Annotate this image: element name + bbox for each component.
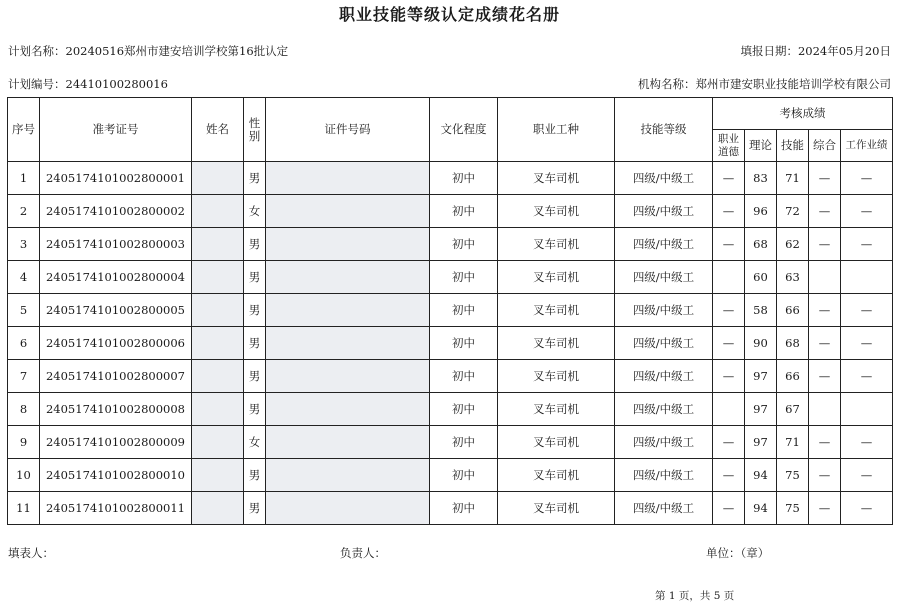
redaction-blur: [192, 294, 243, 326]
cell-occupation: 叉车司机: [498, 228, 615, 261]
cell-skill-level: 四级/中级工: [615, 327, 713, 360]
cell-occupation: 叉车司机: [498, 360, 615, 393]
cell-gender: 男: [244, 459, 266, 492]
org-name: 机构名称：郑州市建安职业技能培训学校有限公司: [638, 77, 891, 91]
redaction-blur: [266, 393, 429, 425]
cell-skill: 62: [777, 228, 809, 261]
cell-theory: 96: [745, 195, 777, 228]
cell-name-redacted: [192, 294, 244, 327]
cell-id-redacted: [266, 261, 430, 294]
cell-exam-no: 2405174101002800006: [40, 327, 192, 360]
cell-name-redacted: [192, 459, 244, 492]
page-indicator: 第 1 页，共 5 页: [655, 590, 735, 602]
cell-seq: 5: [8, 294, 40, 327]
cell-name-redacted: [192, 327, 244, 360]
cell-work-result: —: [841, 426, 893, 459]
page-title: 职业技能等级认定成绩花名册: [338, 5, 560, 24]
cell-theory: 58: [745, 294, 777, 327]
table-body: [8, 162, 893, 525]
cell-ethics: —: [713, 360, 745, 393]
cell-overall: —: [809, 459, 841, 492]
cell-theory: 97: [745, 360, 777, 393]
cell-education: 初中: [430, 261, 498, 294]
redaction-blur: [192, 426, 243, 458]
cell-theory: 68: [745, 228, 777, 261]
cell-overall: —: [809, 228, 841, 261]
cell-gender: 男: [244, 228, 266, 261]
cell-id-redacted: [266, 426, 430, 459]
cell-name-redacted: [192, 393, 244, 426]
cell-id-redacted: [266, 327, 430, 360]
cell-id-redacted: [266, 228, 430, 261]
redaction-blur: [266, 459, 429, 491]
cell-exam-no: 2405174101002800008: [40, 393, 192, 426]
cell-name-redacted: [192, 426, 244, 459]
cell-exam-no: 2405174101002800002: [40, 195, 192, 228]
cell-overall: [809, 261, 841, 294]
redaction-blur: [192, 327, 243, 359]
cell-exam-no: 2405174101002800011: [40, 492, 192, 525]
redaction-blur: [192, 459, 243, 491]
cell-skill: 75: [777, 492, 809, 525]
cell-gender: 男: [244, 162, 266, 195]
cell-exam-no: 2405174101002800009: [40, 426, 192, 459]
cell-gender: 女: [244, 195, 266, 228]
cell-seq: 6: [8, 327, 40, 360]
cell-exam-no: 2405174101002800003: [40, 228, 192, 261]
cell-skill: 63: [777, 261, 809, 294]
cell-work-result: —: [841, 360, 893, 393]
cell-overall: [809, 393, 841, 426]
cell-ethics: —: [713, 327, 745, 360]
cell-gender: 男: [244, 327, 266, 360]
cell-skill-level: 四级/中级工: [615, 162, 713, 195]
table-row: [8, 294, 893, 327]
cell-ethics: —: [713, 195, 745, 228]
table-row: [8, 162, 893, 195]
redaction-blur: [192, 492, 243, 524]
cell-work-result: —: [841, 492, 893, 525]
col-work-result: 工作业绩: [841, 130, 893, 162]
cell-work-result: [841, 261, 893, 294]
cell-overall: —: [809, 162, 841, 195]
cell-name-redacted: [192, 162, 244, 195]
cell-skill-level: 四级/中级工: [615, 492, 713, 525]
redaction-blur: [192, 360, 243, 392]
cell-theory: 94: [745, 459, 777, 492]
cell-education: 初中: [430, 195, 498, 228]
cell-theory: 90: [745, 327, 777, 360]
filler-label: 填表人：: [8, 546, 54, 560]
cell-work-result: [841, 393, 893, 426]
cell-theory: 97: [745, 426, 777, 459]
redaction-blur: [266, 426, 429, 458]
cell-skill-level: 四级/中级工: [615, 393, 713, 426]
cell-exam-no: 2405174101002800005: [40, 294, 192, 327]
redaction-blur: [266, 228, 429, 260]
redaction-blur: [192, 162, 243, 194]
table-row: [8, 327, 893, 360]
cell-education: 初中: [430, 294, 498, 327]
redaction-blur: [266, 294, 429, 326]
cell-skill: 68: [777, 327, 809, 360]
table-row: [8, 228, 893, 261]
col-overall: 综合: [809, 130, 841, 162]
cell-work-result: —: [841, 162, 893, 195]
cell-id-redacted: [266, 492, 430, 525]
plan-name: 计划名称：20240516郑州市建安培训学校第16批认定: [8, 44, 289, 58]
cell-education: 初中: [430, 393, 498, 426]
cell-id-redacted: [266, 459, 430, 492]
cell-seq: 9: [8, 426, 40, 459]
responsible-label: 负责人：: [340, 546, 386, 560]
cell-education: 初中: [430, 228, 498, 261]
cell-seq: 11: [8, 492, 40, 525]
col-exam-no: 准考证号: [40, 98, 192, 162]
cell-ethics: —: [713, 492, 745, 525]
cell-skill-level: 四级/中级工: [615, 360, 713, 393]
col-seq: 序号: [8, 98, 40, 162]
cell-overall: —: [809, 492, 841, 525]
cell-ethics: —: [713, 294, 745, 327]
cell-skill-level: 四级/中级工: [615, 228, 713, 261]
cell-overall: —: [809, 195, 841, 228]
cell-theory: 97: [745, 393, 777, 426]
col-ethics: 职业道德: [713, 130, 745, 162]
cell-skill: 66: [777, 294, 809, 327]
cell-work-result: —: [841, 228, 893, 261]
table-row: [8, 492, 893, 525]
cell-skill-level: 四级/中级工: [615, 261, 713, 294]
cell-occupation: 叉车司机: [498, 162, 615, 195]
cell-education: 初中: [430, 426, 498, 459]
redaction-blur: [192, 393, 243, 425]
cell-exam-no: 2405174101002800004: [40, 261, 192, 294]
cell-name-redacted: [192, 360, 244, 393]
table-row: [8, 459, 893, 492]
cell-overall: —: [809, 360, 841, 393]
cell-education: 初中: [430, 360, 498, 393]
cell-gender: 男: [244, 294, 266, 327]
cell-name-redacted: [192, 195, 244, 228]
table-row: [8, 195, 893, 228]
cell-occupation: 叉车司机: [498, 459, 615, 492]
cell-seq: 10: [8, 459, 40, 492]
table-row: [8, 393, 893, 426]
cell-overall: —: [809, 426, 841, 459]
redaction-blur: [266, 360, 429, 392]
col-name: 姓名: [192, 98, 244, 162]
cell-education: 初中: [430, 327, 498, 360]
cell-id-redacted: [266, 393, 430, 426]
cell-overall: —: [809, 327, 841, 360]
redaction-blur: [192, 195, 243, 227]
table-row: [8, 261, 893, 294]
col-skill-level: 技能等级: [615, 98, 713, 162]
cell-skill-level: 四级/中级工: [615, 195, 713, 228]
cell-skill: 71: [777, 162, 809, 195]
cell-work-result: —: [841, 327, 893, 360]
cell-overall: —: [809, 294, 841, 327]
redaction-blur: [192, 261, 243, 293]
cell-work-result: —: [841, 195, 893, 228]
cell-name-redacted: [192, 492, 244, 525]
cell-theory: 83: [745, 162, 777, 195]
cell-gender: 男: [244, 492, 266, 525]
cell-id-redacted: [266, 162, 430, 195]
redaction-blur: [266, 492, 429, 524]
redaction-blur: [266, 261, 429, 293]
cell-gender: 男: [244, 393, 266, 426]
report-date: 填报日期：2024年05月20日: [740, 44, 891, 58]
cell-name-redacted: [192, 228, 244, 261]
cell-exam-no: 2405174101002800010: [40, 459, 192, 492]
cell-skill-level: 四级/中级工: [615, 294, 713, 327]
table-row: [8, 360, 893, 393]
cell-id-redacted: [266, 360, 430, 393]
table-header: [8, 98, 893, 162]
cell-seq: 3: [8, 228, 40, 261]
cell-ethics: —: [713, 162, 745, 195]
col-gender: 性别: [244, 98, 266, 162]
cell-theory: 94: [745, 492, 777, 525]
cell-seq: 8: [8, 393, 40, 426]
cell-education: 初中: [430, 492, 498, 525]
cell-occupation: 叉车司机: [498, 492, 615, 525]
plan-number: 计划编号：24410100280016: [8, 77, 168, 91]
cell-name-redacted: [192, 261, 244, 294]
redaction-blur: [266, 195, 429, 227]
cell-skill: 66: [777, 360, 809, 393]
cell-seq: 1: [8, 162, 40, 195]
cell-ethics: [713, 261, 745, 294]
cell-skill: 71: [777, 426, 809, 459]
redaction-blur: [266, 327, 429, 359]
cell-skill-level: 四级/中级工: [615, 426, 713, 459]
cell-work-result: —: [841, 459, 893, 492]
table-row: [8, 426, 893, 459]
col-occupation: 职业工种: [498, 98, 615, 162]
cell-occupation: 叉车司机: [498, 393, 615, 426]
cell-id-redacted: [266, 294, 430, 327]
cell-gender: 女: [244, 426, 266, 459]
col-theory: 理论: [745, 130, 777, 162]
cell-seq: 2: [8, 195, 40, 228]
unit-stamp-label: 单位：（章）: [706, 546, 770, 560]
cell-exam-no: 2405174101002800007: [40, 360, 192, 393]
cell-skill: 72: [777, 195, 809, 228]
cell-gender: 男: [244, 261, 266, 294]
cell-work-result: —: [841, 294, 893, 327]
redaction-blur: [266, 162, 429, 194]
cell-occupation: 叉车司机: [498, 426, 615, 459]
cell-occupation: 叉车司机: [498, 195, 615, 228]
cell-occupation: 叉车司机: [498, 294, 615, 327]
cell-ethics: [713, 393, 745, 426]
cell-occupation: 叉车司机: [498, 327, 615, 360]
col-id-no: 证件号码: [266, 98, 430, 162]
score-roster-table: [7, 97, 893, 525]
cell-theory: 60: [745, 261, 777, 294]
cell-seq: 7: [8, 360, 40, 393]
col-education: 文化程度: [430, 98, 498, 162]
cell-ethics: —: [713, 228, 745, 261]
cell-skill: 67: [777, 393, 809, 426]
cell-exam-no: 2405174101002800001: [40, 162, 192, 195]
cell-skill-level: 四级/中级工: [615, 459, 713, 492]
cell-ethics: —: [713, 459, 745, 492]
cell-occupation: 叉车司机: [498, 261, 615, 294]
cell-seq: 4: [8, 261, 40, 294]
col-scores-group: 考核成绩: [713, 98, 893, 130]
cell-education: 初中: [430, 459, 498, 492]
cell-gender: 男: [244, 360, 266, 393]
cell-id-redacted: [266, 195, 430, 228]
redaction-blur: [192, 228, 243, 260]
cell-skill: 75: [777, 459, 809, 492]
cell-education: 初中: [430, 162, 498, 195]
col-skill: 技能: [777, 130, 809, 162]
cell-ethics: —: [713, 426, 745, 459]
